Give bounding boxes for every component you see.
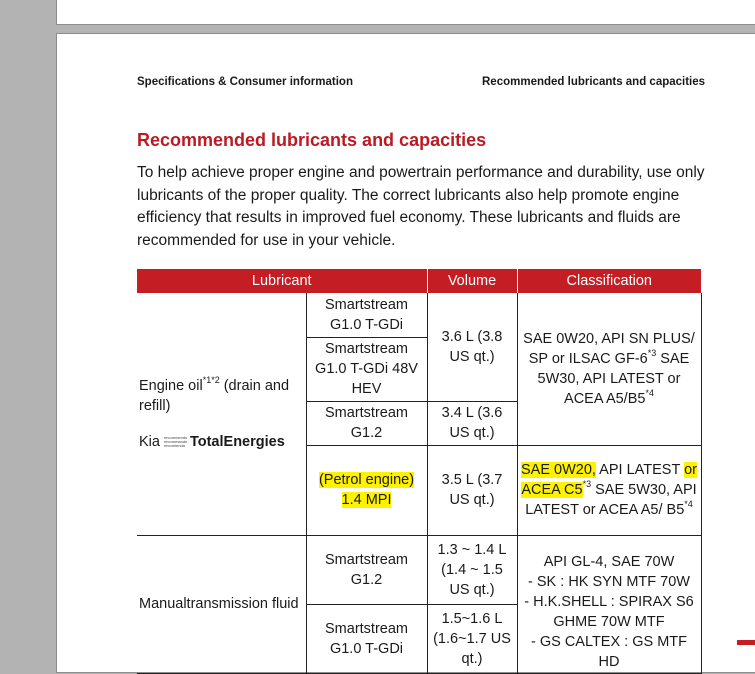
brand-tagline: recommends recommande recomienda [163,434,188,448]
running-header-left: Specifications & Consumer information [137,76,353,88]
volume-cell: 3.4 L (3.6 US qt.) [427,401,517,445]
engine-cell [306,445,427,535]
intro-paragraph: To help achieve proper engine and powertrain performance and durability, use only lubricants of the proper quality. The correct lubricants also help promote engine efficiency that results in improved fuel economy. These lubricants and fluids are recommended for use in your vehicle. [137,164,705,249]
volume-cell: 3.5 L (3.7 US qt.) [427,445,517,535]
highlighted-text: SAE 0W20, [521,462,596,478]
running-header-right: Recommended lubricants and capacities [482,76,706,88]
table-row [137,535,701,604]
brand-name: TotalEnergies [189,433,285,450]
page-corner-mark [737,640,755,645]
engine-oil-label: Engine oil$^{*1*2}$ (drain and refill) [139,374,290,414]
table-header-row [137,269,701,293]
footnote-marker: *3 [647,347,657,358]
classification-cell: SAE 0W20, API LATEST or ACEA C5$^{*3}$ SAE 5W30, API LATEST or ACEA A5/ B5$^{*4}$ [517,445,701,535]
lubricants-table [137,269,702,674]
engine-cell: Smartstream G1.2 [306,535,427,604]
footnote-marker: *4 [684,499,693,510]
engine-cell: Smartstream G1.0 T-GDi [306,604,427,673]
volume-cell: 1.5~1.6 L (1.6~1.7 US qt.) [427,604,517,673]
column-header-classification: Classification [517,269,701,293]
footnote-marker: *1*2 [202,374,220,385]
volume-cell: 3.6 L (3.8 US qt.) [427,293,517,401]
column-header-volume: Volume [427,269,517,293]
classification-cell: API GL-4, SAE 70W - SK : HK SYN MTF 70W - H.K.SHELL : SPIRAX S6 GHME 70W MTF - GS CALTEX : GS MTF HD [517,535,701,673]
brand-logo [139,432,303,452]
brand-prefix: Kia [139,433,160,450]
engine-cell: Smartstream G1.0 T-GDi 48V HEV [306,337,427,401]
engine-cell: Smartstream G1.2 [306,401,427,445]
manual-transmission-cell: Manualtransmission fluid [137,535,306,673]
footnote-marker: *3 [582,479,592,490]
document-page [56,33,755,673]
table-row [137,293,701,337]
section-title: Recommended lubricants and capacities [137,130,487,150]
previous-page-edge [56,0,755,25]
column-header-lubricant: Lubricant [137,269,427,293]
volume-cell: 1.3 ~ 1.4 L (1.4 ~ 1.5 US qt.) [427,535,517,604]
highlighted-text: or ACEA C5 [521,462,697,498]
engine-cell: Smartstream G1.0 T-GDi [306,293,427,337]
highlighted-engine: (Petrol engine) 1.4 MPI [318,472,415,508]
footnote-marker: *4 [645,387,654,398]
classification-cell: SAE 0W20, API SN PLUS/ SP or ILSAC GF-6$^{*3}$ SAE 5W30, API LATEST or ACEA A5/B5$^{*4}$ [517,293,701,445]
engine-oil-cell [137,293,306,535]
